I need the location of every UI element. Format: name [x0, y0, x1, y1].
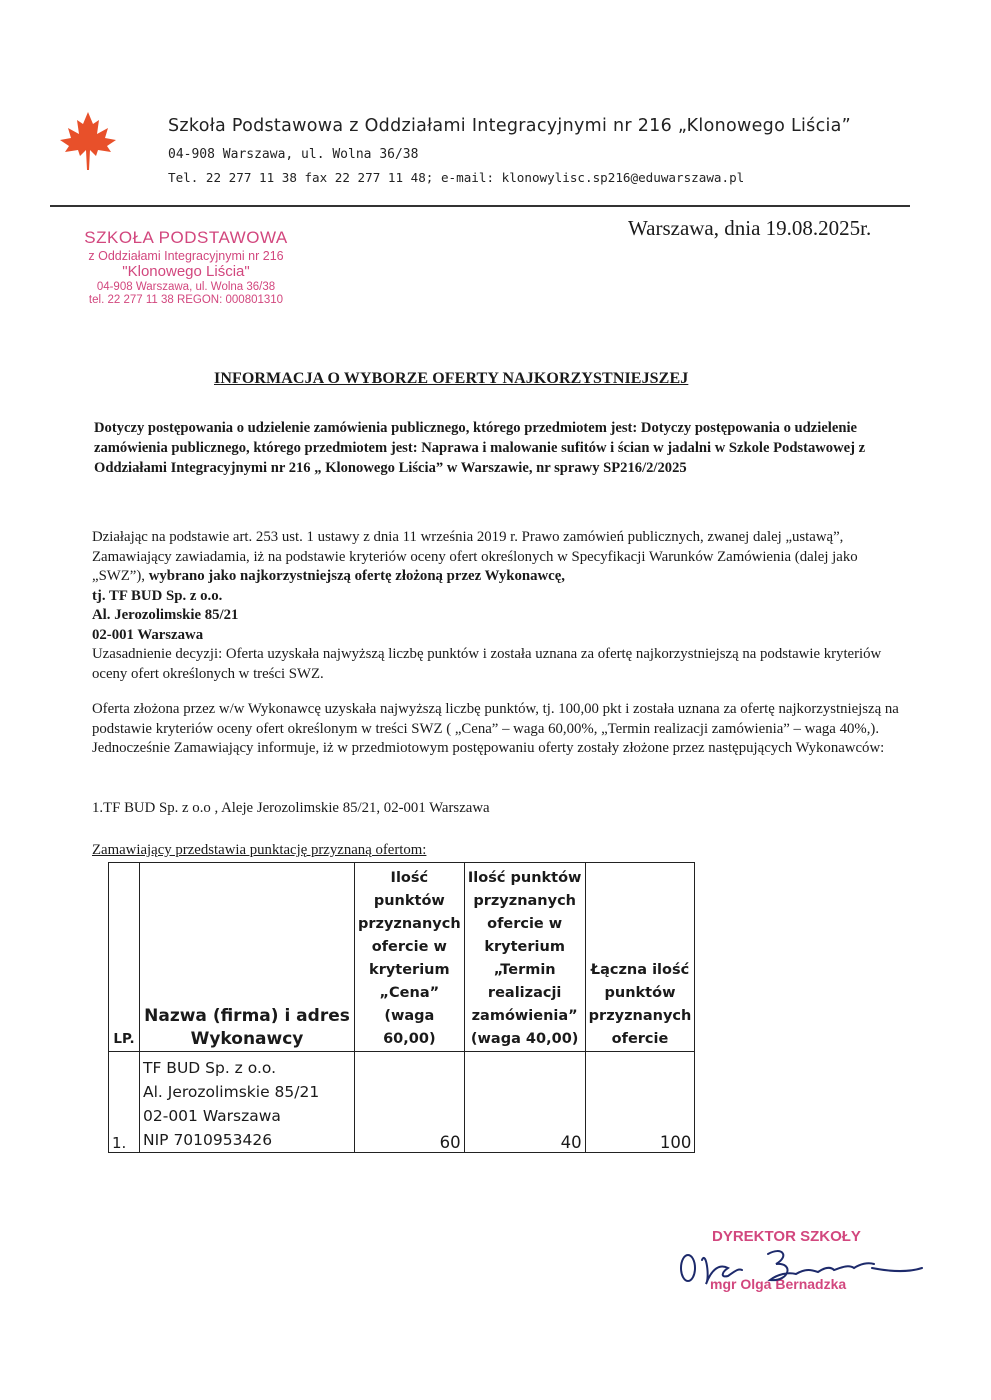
cell-contractor	[140, 1052, 355, 1153]
intro-text: Działając na podstawie art. 253 ust. 1 ustawy z dnia 11 września 2019 r. Prawo zamówień publicznych, zwanej dalej „ustawą”, Zamawiający zawiadamia, iż na podstawie kryteriów oceny ofert określonych w Specyfikacji Warunków Zamówienia (dalej jako „SWZ”),	[92, 529, 858, 584]
justification-text: Uzasadnienie decyzji: Oferta uzyskała najwyższą liczbę punktów i została uznana za ofertę najkorzystniejszą na podstawie kryteriów oceny ofert określonych w treści SWZ.	[92, 646, 882, 682]
signature-name: mgr Olga Bernadzka	[710, 1276, 847, 1292]
stamp-line: "Klonowego Liścia"	[122, 263, 250, 280]
cell-price-points: 60	[355, 1052, 465, 1153]
winner-street: Al. Jerozolimskie 85/21	[92, 607, 239, 623]
table-row	[109, 1052, 695, 1153]
header-deadline-points: Ilość punktów przyznanych ofercie w kryterium „Termin realizacji zamówienia” (waga 40,00)	[464, 863, 585, 1052]
contractor-line: NIP 7010953426	[143, 1131, 273, 1149]
signature-title: DYREKTOR SZKOŁY	[712, 1228, 861, 1245]
header-price-points: Ilość punktów przyznanych ofercie w kryterium „Cena” (waga 60,00)	[355, 863, 465, 1052]
contractor-line: TF BUD Sp. z o.o.	[143, 1059, 277, 1077]
handwritten-signature	[672, 1238, 932, 1308]
cell-total-points: 100	[585, 1052, 695, 1153]
body-paragraph	[92, 528, 907, 684]
contractor-line: Al. Jerozolimskie 85/21	[143, 1083, 320, 1101]
header-name: Nazwa (firma) i adres Wykonawcy	[140, 863, 355, 1052]
table-intro: Zamawiający przedstawia punktację przyznaną ofertom:	[92, 842, 427, 858]
school-stamp	[66, 228, 306, 306]
school-address: 04-908 Warszawa, ul. Wolna 36/38	[168, 147, 419, 162]
header-total-points: Łączna ilość punktów przyznanych ofercie	[585, 863, 695, 1052]
scoring-paragraph: Oferta złożona przez w/w Wykonawcę uzyskała najwyższą liczbę punktów, tj. 100,00 pkt i została uznana za ofertę najkorzystniejszą na podstawie kryteriów oceny ofert określonym w treści SWZ ( „Cena” – waga 60,00%, „Termin realizacji zamówienia” – waga 40%,). Jednocześnie Zamawiający informuje, iż w przedmiotowym postępowaniu oferty zostały złożone przez następujących Wykonawców:	[92, 701, 899, 756]
contractor-line: 02-001 Warszawa	[143, 1107, 281, 1125]
stamp-line: SZKOŁA PODSTAWOWA	[84, 228, 288, 247]
document-title: INFORMACJA O WYBORZE OFERTY NAJKORZYSTNIEJSZEJ	[214, 370, 689, 387]
intro-bold-text: wybrano jako najkorzystniejszą ofertę złożoną przez Wykonawcę,	[148, 568, 566, 584]
table-header-row	[109, 863, 695, 1052]
maple-leaf-icon	[58, 110, 118, 172]
header-lp: LP.	[109, 863, 140, 1052]
stamp-line: z Oddziałami Integracyjnymi nr 216	[88, 249, 284, 263]
stamp-line: tel. 22 277 11 38 REGON: 000801310	[88, 294, 284, 306]
bidder-list-item: 1.TF BUD Sp. z o.o , Aleje Jerozolimskie 85/21, 02-001 Warszawa	[92, 800, 490, 816]
scores-table	[108, 862, 695, 1153]
school-contact: Tel. 22 277 11 38 fax 22 277 11 48; e-mail: klonowylisc.sp216@eduwarszawa.pl	[168, 170, 745, 185]
cell-deadline-points: 40	[464, 1052, 585, 1153]
winner-city: 02-001 Warszawa	[92, 626, 204, 643]
cell-lp: 1.	[109, 1052, 140, 1153]
subject-paragraph: Dotyczy postępowania o udzielenie zamówienia publicznego, którego przedmiotem jest: Dotyczy postępowania o udzielenie zamówienia publicznego, którego przedmiotem jest: Naprawa i malowanie sufitów i ścian w jadalni w Szkole Podstawowej z Oddziałami Integracyjnymi nr 216 „ Klonowego Liścia” w Warszawie, nr sprawy SP216/2/2025	[94, 420, 866, 476]
school-name: Szkoła Podstawowa z Oddziałami Integracyjnymi nr 216 „Klonowego Liścia”	[168, 116, 852, 136]
stamp-line: 04-908 Warszawa, ul. Wolna 36/38	[96, 281, 276, 293]
header-divider	[50, 205, 910, 207]
document-date: Warszawa, dnia 19.08.2025r.	[628, 216, 872, 240]
winner-name: tj. TF BUD Sp. z o.o.	[92, 587, 223, 604]
